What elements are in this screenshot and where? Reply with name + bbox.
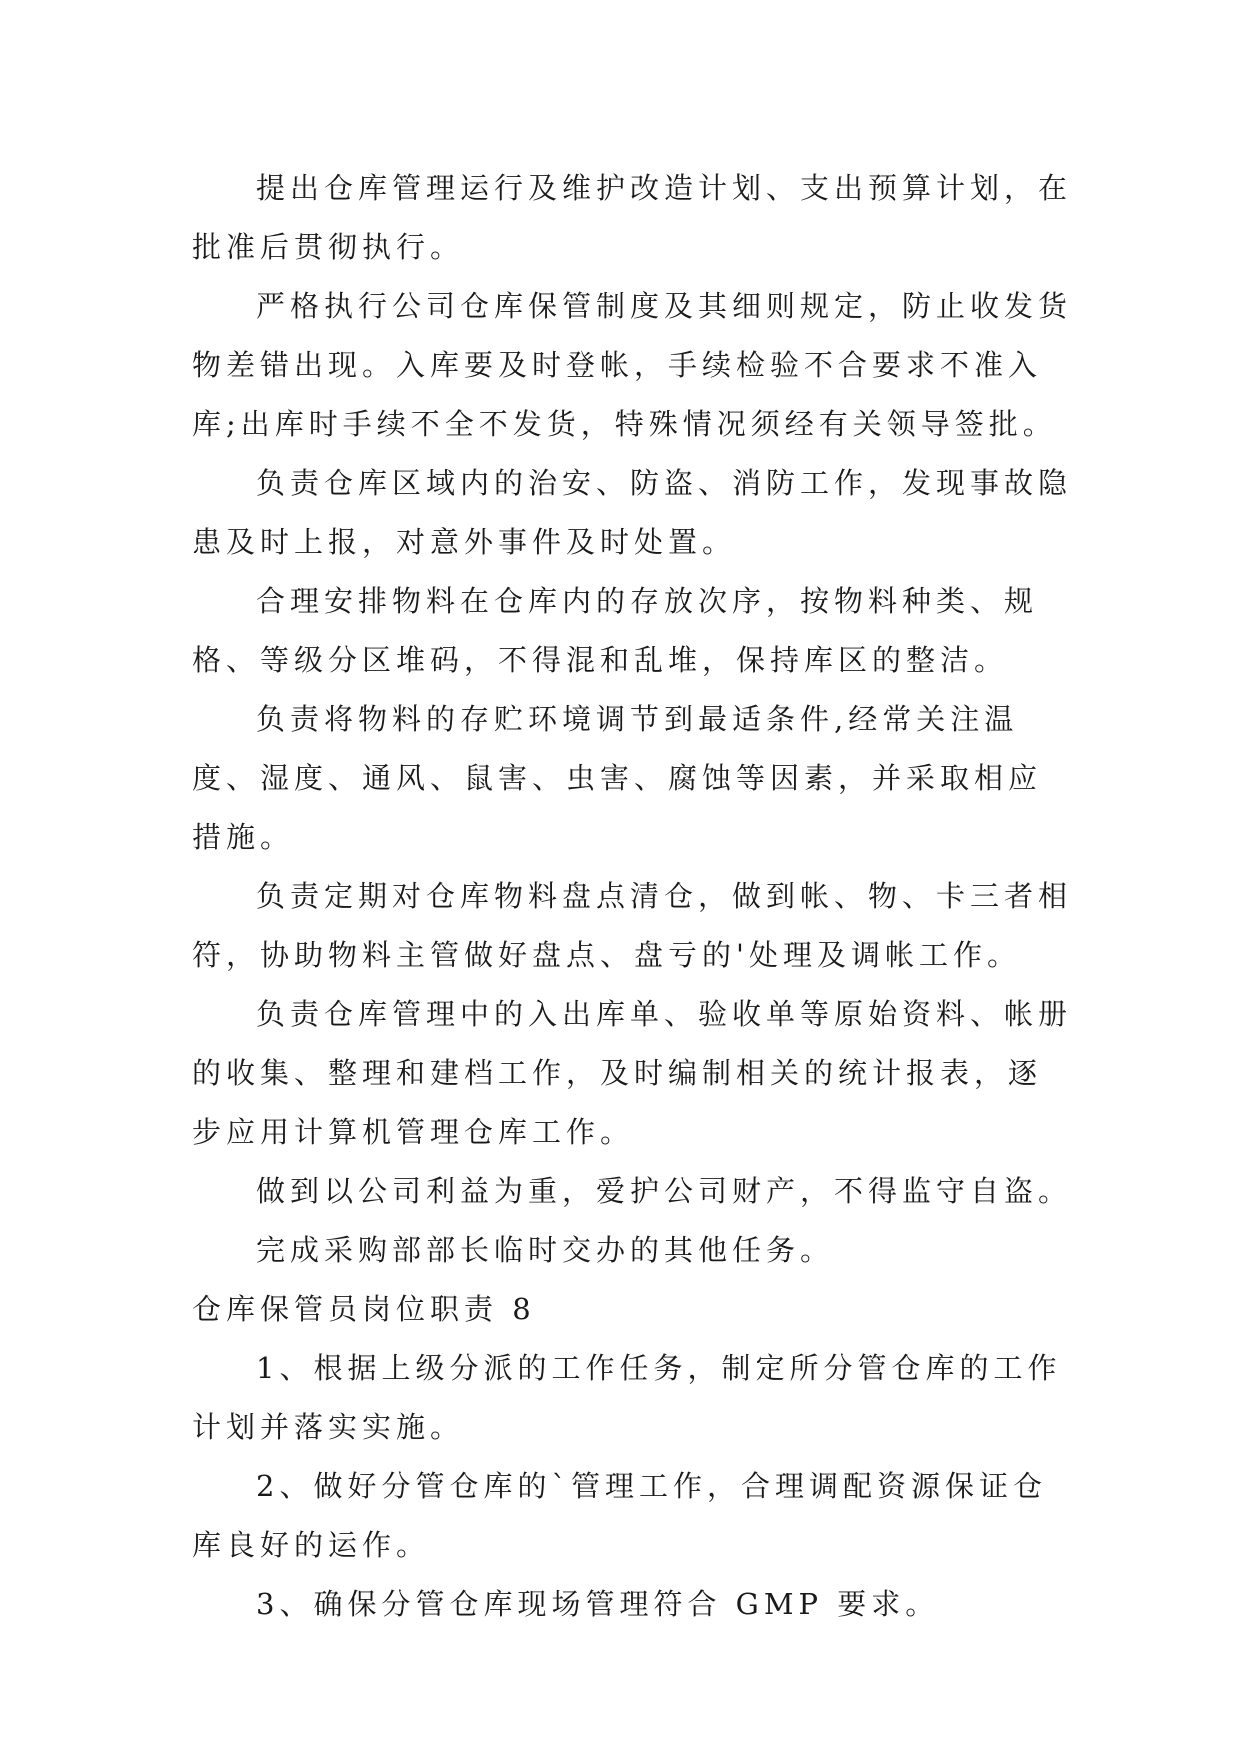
numbered-item: 3、确保分管仓库现场管理符合 GMP 要求。 xyxy=(256,1587,940,1621)
numbered-item: 1、根据上级分派的工作任务，制定所分管仓库的工作计划并落实实施。 xyxy=(192,1351,1062,1444)
section-heading: 仓库保管员岗位职责 8 xyxy=(192,1292,536,1326)
paragraph: 负责仓库管理中的入出库单、验收单等原始资料、帐册的收集、整理和建档工作，及时编制相关的统计报表，逐步应用计算机管理仓库工作。 xyxy=(192,997,1073,1149)
paragraph: 合理安排物料在仓库内的存放次序，按物料种类、规格、等级分区堆码，不得混和乱堆，保持库区的整洁。 xyxy=(192,584,1039,677)
document-body xyxy=(192,159,1072,1634)
paragraph: 提出仓库管理运行及维护改造计划、支出预算计划，在批准后贯彻执行。 xyxy=(192,171,1073,264)
paragraph: 严格执行公司仓库保管制度及其细则规定，防止收发货物差错出现。入库要及时登帐，手续检验不合要求不准入库;出库时手续不全不发货，特殊情况须经有关领导签批。 xyxy=(192,289,1073,441)
numbered-item: 2、做好分管仓库的`管理工作，合理调配资源保证仓库良好的运作。 xyxy=(192,1469,1047,1562)
paragraph: 做到以公司利益为重，爱护公司财产，不得监守自盗。 xyxy=(256,1174,1073,1208)
paragraph: 完成采购部部长临时交办的其他任务。 xyxy=(256,1233,835,1267)
paragraph: 负责将物料的存贮环境调节到最适条件,经常关注温度、湿度、通风、鼠害、虫害、腐蚀等因素，并采取相应措施。 xyxy=(192,702,1043,854)
paragraph: 负责定期对仓库物料盘点清仓，做到帐、物、卡三者相符，协助物料主管做好盘点、盘亏的'处理及调帐工作。 xyxy=(192,879,1073,972)
paragraph: 负责仓库区域内的治安、防盗、消防工作，发现事故隐患及时上报，对意外事件及时处置。 xyxy=(192,466,1073,559)
